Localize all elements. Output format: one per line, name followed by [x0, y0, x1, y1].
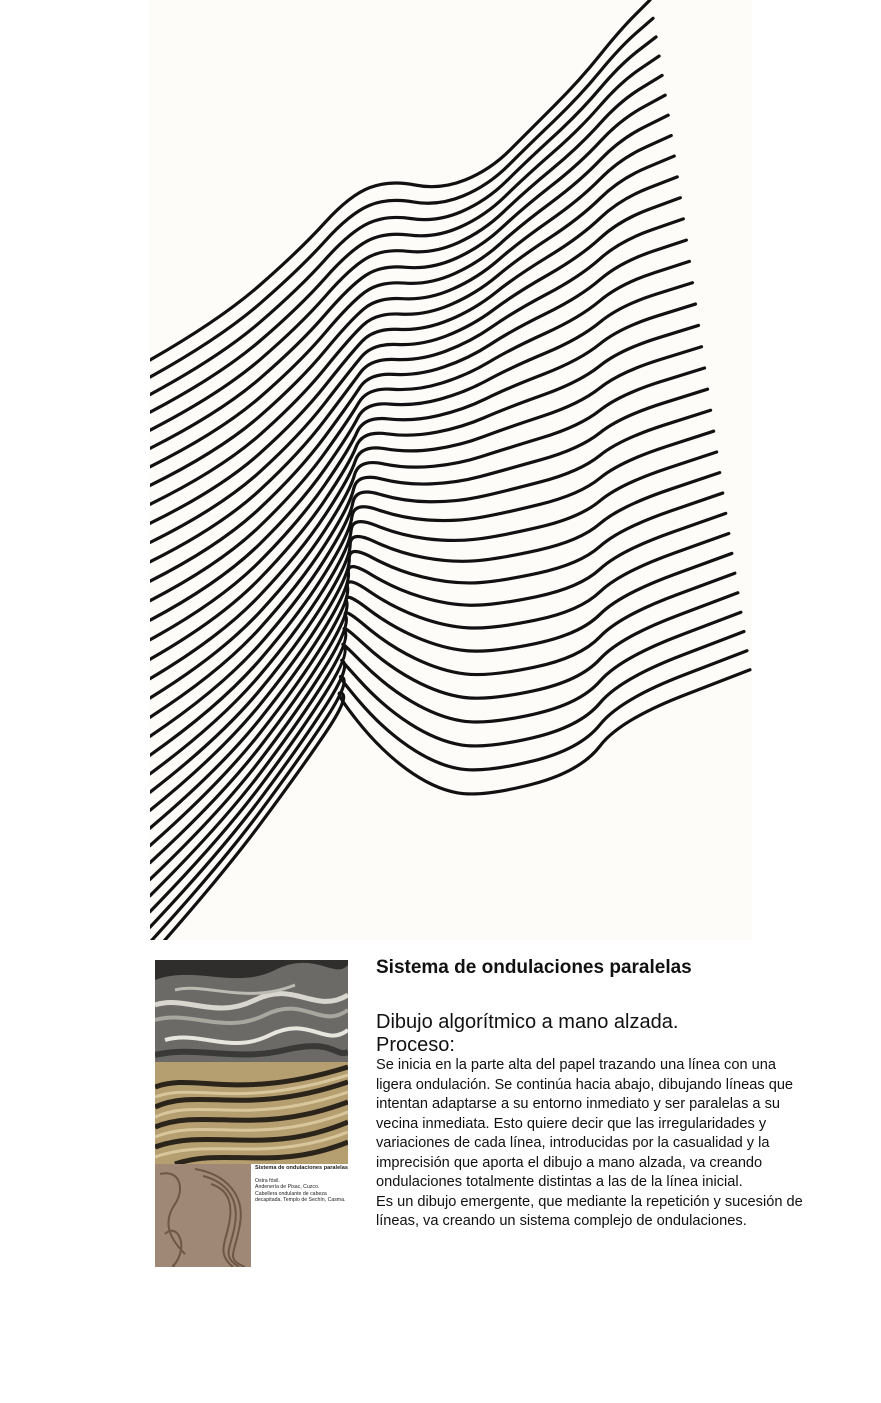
undulating-line — [150, 304, 695, 640]
undulating-line — [150, 115, 668, 467]
paragraph-line: vecina inmediata. Esto quiere decir que las irregularidades y — [376, 1115, 767, 1132]
paragraph-line: imprecisión que aporta el dibujo a mano alzada, va creando — [376, 1154, 763, 1171]
page-title: Sistema de ondulaciones paralelas — [376, 957, 692, 978]
subtitle: Dibujo algorítmico a mano alzada. — [376, 1011, 679, 1033]
thumbnail-caption-line: Ostra fósil. — [255, 1177, 280, 1184]
paragraph-line: intentan adaptarse a su entorno inmediato y ser paralelas a su — [376, 1096, 781, 1112]
reference-images — [155, 960, 350, 1267]
process-paragraph — [376, 1056, 826, 1193]
fossil-oyster-photo — [155, 960, 348, 1062]
terraces-image — [155, 1062, 348, 1164]
description-column — [376, 956, 826, 1232]
parallel-lines-drawing — [150, 0, 752, 940]
sechin-carving-photo — [155, 1164, 251, 1267]
emergent-paragraph — [376, 1193, 826, 1232]
undulating-line — [150, 0, 650, 360]
undulating-line — [150, 198, 680, 543]
undulating-line — [150, 612, 741, 911]
thumbnail-caption-line: Andenería de Pisac, Cuzco. — [255, 1184, 320, 1191]
thumbnail-caption-line: decapitada. Templo de Sechín, Casma. — [255, 1197, 346, 1204]
thumbnail-caption — [255, 1165, 351, 1204]
process-heading: Proceso: — [376, 1034, 455, 1056]
pisac-terraces-photo — [155, 1062, 348, 1164]
fossil-oyster-image — [155, 960, 348, 1062]
paragraph-line: Es un dibujo emergente, que mediante la repetición y sucesión de — [376, 1193, 803, 1210]
drawing-canvas — [150, 0, 752, 940]
undulating-line — [150, 177, 677, 523]
thumbnail-caption-line: Cabellera ondulante de cabeza — [255, 1190, 327, 1197]
paragraph-line: ligera ondulación. Se continúa hacia abajo, dibujando líneas que — [376, 1076, 794, 1093]
undulating-line — [150, 219, 683, 562]
undulating-line — [150, 632, 744, 928]
undulating-line — [150, 573, 735, 879]
paragraph-line: líneas, va creando un sistema complejo de ondulaciones. — [376, 1213, 747, 1229]
undulating-line — [150, 240, 686, 581]
thumbnail-caption-title: Sistema de ondulaciones paralelas — [255, 1165, 348, 1171]
stone-carving-image — [155, 1164, 251, 1267]
paragraph-line: variaciones de cada línea, introducidas por la casualidad y la — [376, 1135, 770, 1151]
paragraph-line: ondulaciones totalmente distintas a las de la línea inicial. — [376, 1174, 743, 1190]
paragraph-line: Se inicia en la parte alta del papel trazando una línea con una — [376, 1057, 776, 1073]
